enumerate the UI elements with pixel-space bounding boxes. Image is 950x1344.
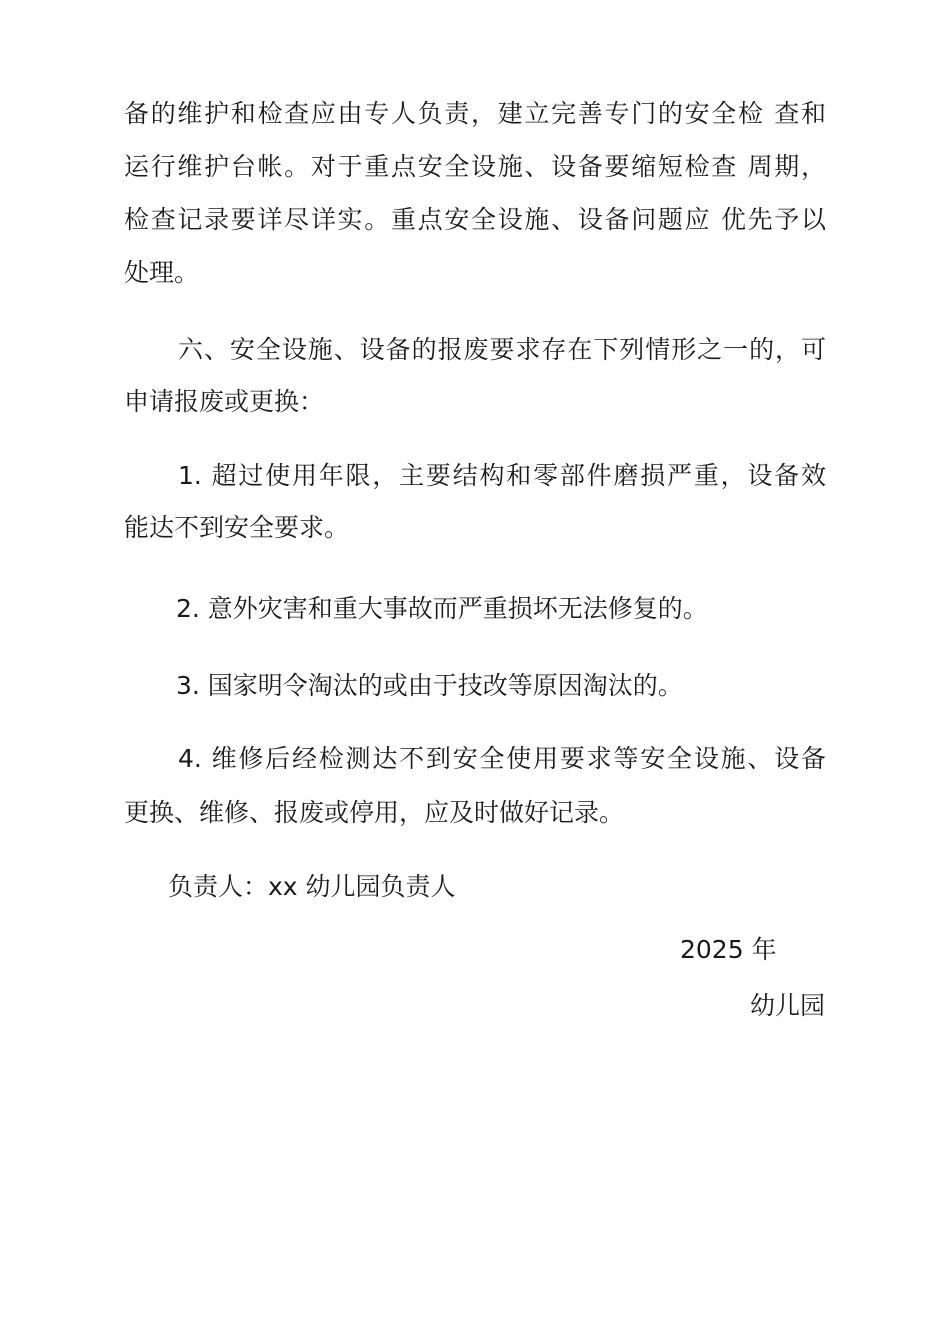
paragraph-line: 备的维护和检查应由专人负责，建立完善专门的安全检 查和: [124, 99, 826, 128]
responsible-person: 负责人：xx 幼儿园负责人: [168, 872, 456, 901]
list-item-1-continued: 能达不到安全要求。: [124, 513, 350, 542]
paragraph-line: 检查记录要详尽详实。重点安全设施、设备问题应 优先予以: [124, 205, 826, 234]
list-item-4: 4. 维修后经检测达不到安全使用要求等安全设施、设备: [178, 744, 826, 773]
paragraph-line: 处理。: [124, 258, 200, 287]
section-heading-continued: 申请报废或更换：: [124, 387, 325, 416]
list-item-3: 3. 国家明令淘汰的或由于技改等原因淘汰的。: [176, 671, 683, 700]
list-item-4-continued: 更换、维修、报废或停用，应及时做好记录。: [124, 798, 625, 827]
paragraph-line: 运行维护台帐。对于重点安全设施、设备要缩短检查 周期，: [124, 152, 826, 181]
signature-year: 2025 年: [680, 935, 777, 964]
section-heading: 六、安全设施、设备的报废要求存在下列情形之一的，可: [178, 335, 826, 364]
list-item-2: 2. 意外灾害和重大事故而严重损坏无法修复的。: [176, 594, 708, 623]
list-item-1: 1. 超过使用年限，主要结构和零部件磨损严重，设备效: [178, 461, 826, 490]
signature-org: 幼儿园: [750, 991, 826, 1020]
